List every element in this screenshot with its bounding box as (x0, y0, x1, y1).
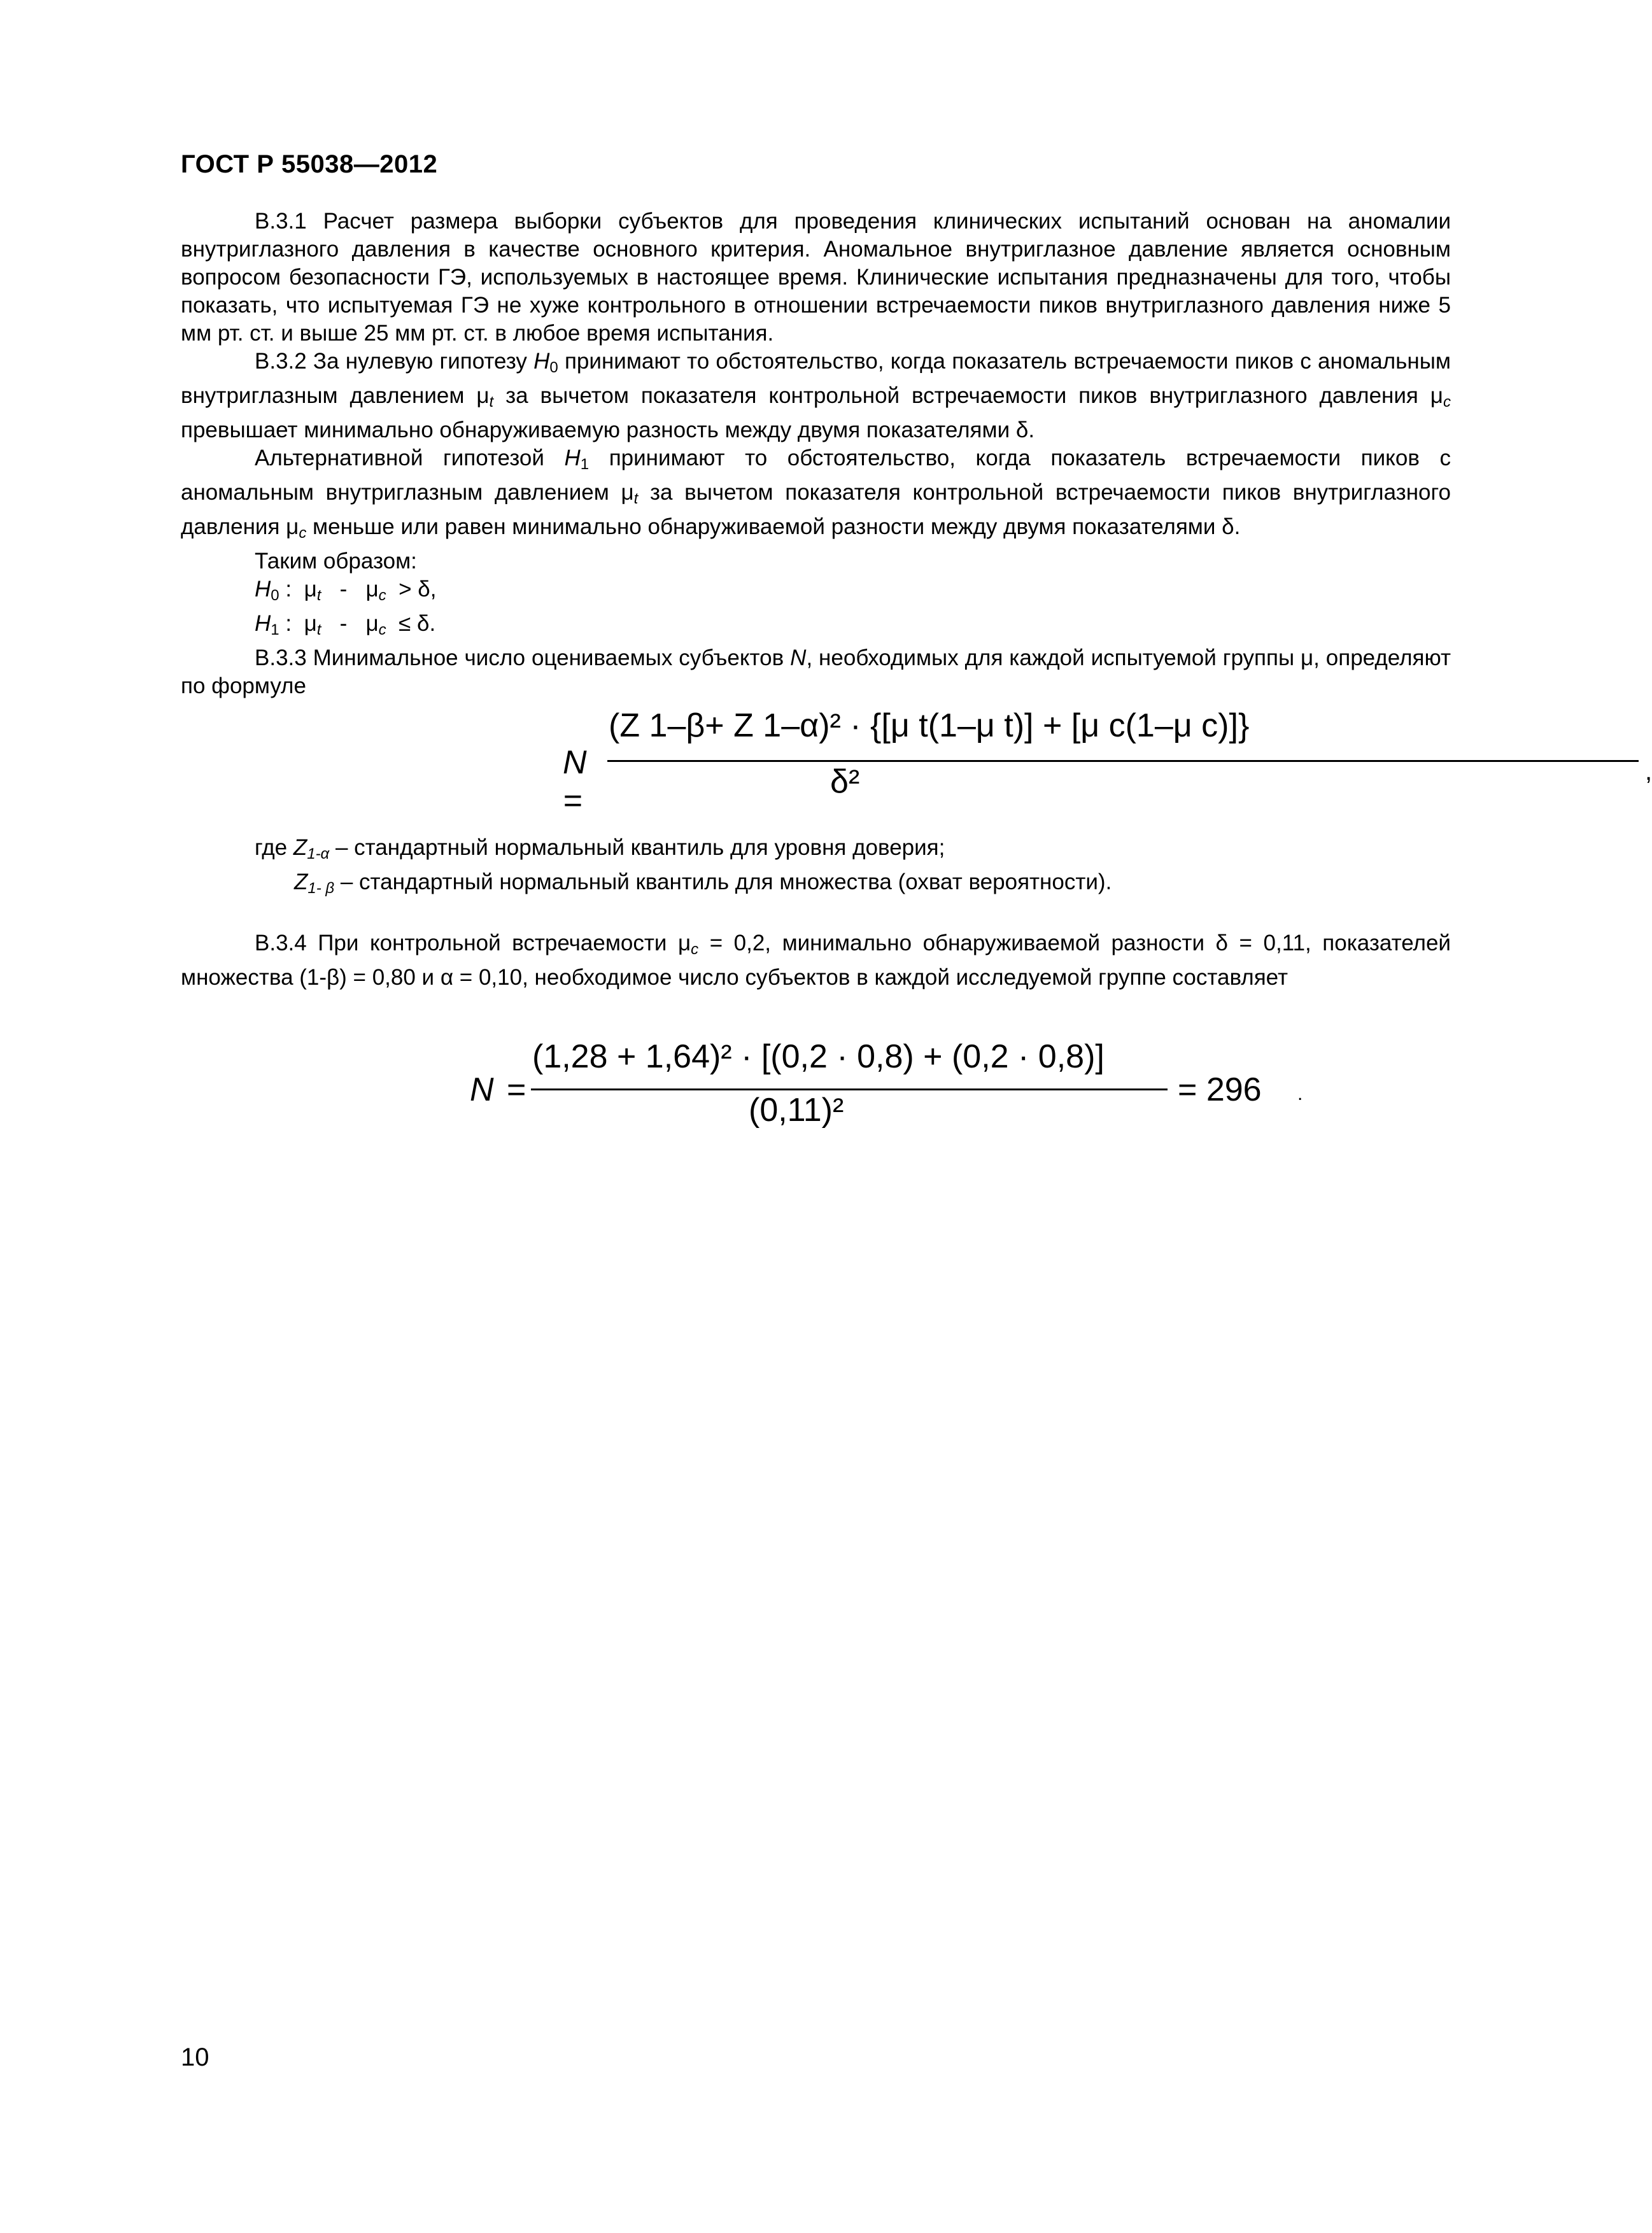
thus-line: Таким образом: (255, 549, 417, 574)
document-header: ГОСТ Р 55038—2012 (181, 150, 438, 178)
paragraph-alternative-hypothesis: Альтернативной гипотезой H1 принимают то обстоятельство, когда показатель встречаемости пиков с аномальным внутриглазным давлением $\mu_t$ за вычетом показателя контрольной встречаемости пиков внутриглазного давления $\mu_c$ меньше или равен минимально обнаруживаемой разности между двумя показателями δ. (181, 446, 1451, 542)
calc-fraction-bar (531, 1088, 1168, 1090)
formula-denominator: δ² (830, 763, 860, 800)
formula-numerator: (Z 1–β+ Z 1–α)² · {[μ t(1–μ t)] + [μ c(1–μ c)]} (609, 707, 1250, 744)
calc-lhs: N (470, 1071, 494, 1108)
page-number: 10 (181, 2043, 209, 2071)
document-body-continued (181, 929, 1451, 992)
calc-denominator: (0,11)² (749, 1092, 844, 1129)
legend-z-alpha: где $Z_{1-\alpha}$ – стандартный нормальный квантиль для уровня доверия; (255, 835, 945, 863)
formula-legend (255, 834, 1112, 903)
paragraph-b32: В.3.2 За нулевую гипотезу H0 принимают то обстоятельство, когда показатель встречаемости пиков с аномальным внутриглазным давлением $\mu_t$ за вычетом показателя контрольной встречаемости пиков внутриглазного давления $\mu_c$ превышает минимально обнаруживаемую разность между двумя показателями δ. (181, 349, 1451, 442)
formula-comma: , (1645, 757, 1652, 785)
paragraph-b31: В.3.1 Расчет размера выборки субъектов для проведения клинических испытаний основан на аномалии внутриглазного давления в качестве основного критерия. Аномальное внутриглазное давление является основным вопросом безопасности ГЭ, используемых в настоящее время. Клинические испытания предназначены для того, чтобы показать, что испытуемая ГЭ не хуже контрольного в отношении встречаемости пиков внутриглазного давления ниже 5 мм рт. ст. и выше 25 мм рт. ст. в любое время испытания. (181, 209, 1451, 346)
calc-result: = 296 (1178, 1071, 1262, 1108)
calc-period: . (1297, 1083, 1303, 1104)
paragraph-b34: В.3.4 При контрольной встречаемости $\mu_c = 0,2$, минимально обнаруживаемой разности δ = 0,11, показателей множества (1-β) = 0,80 и α = 0,10, необходимое число субъектов в каждой исследуемой группе составляет (181, 931, 1451, 990)
calc-equals: = (507, 1071, 526, 1108)
legend-z-beta: $Z_{1- \beta}$ – стандартный нормальный квантиль для множества (охват вероятности). (294, 870, 1112, 897)
fraction-bar (607, 760, 1639, 762)
document-body (181, 208, 1451, 700)
formula-lhs: N = (563, 744, 587, 819)
paragraph-b33: В.3.3 Минимальное число оцениваемых субъектов N, необходимых для каждой испытуемой группы μ, определяют по формуле (181, 645, 1451, 698)
hypothesis-h0: H0 : μt - μc > δ, (255, 577, 437, 604)
hypothesis-h1: H1 : μt - μc ≤ δ. (255, 611, 436, 638)
calc-numerator: (1,28 + 1,64)² · [(0,2 · 0,8) + (0,2 · 0,8)] (532, 1038, 1105, 1075)
